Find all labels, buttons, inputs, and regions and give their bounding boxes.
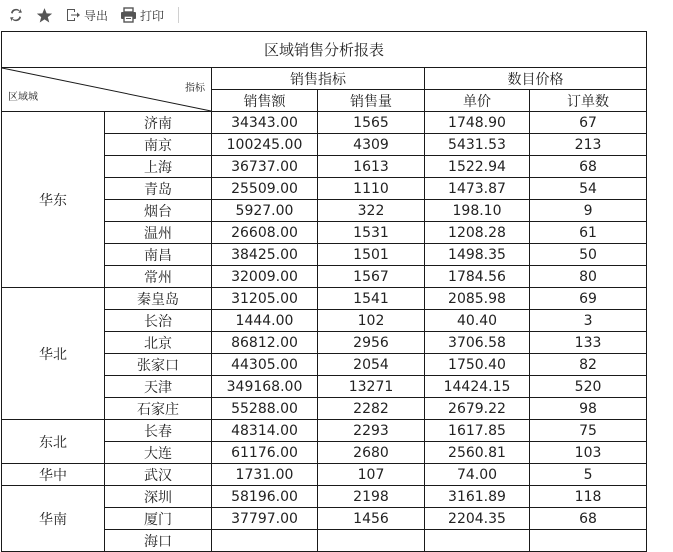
table-row (2, 288, 647, 310)
orders-cell: 98 (530, 398, 647, 420)
price-cell: 2204.35 (425, 508, 530, 530)
group-header-price: 数目价格 (425, 68, 647, 90)
qty-cell: 102 (318, 310, 425, 332)
amount-cell: 86812.00 (212, 332, 318, 354)
orders-cell: 54 (530, 178, 647, 200)
orders-cell: 82 (530, 354, 647, 376)
price-cell: 1473.87 (425, 178, 530, 200)
amount-cell: 36737.00 (212, 156, 318, 178)
table-row (2, 464, 647, 486)
price-cell: 1522.94 (425, 156, 530, 178)
price-cell: 74.00 (425, 464, 530, 486)
price-cell: 198.10 (425, 200, 530, 222)
amount-cell: 5927.00 (212, 200, 318, 222)
orders-cell: 213 (530, 134, 647, 156)
qty-cell: 322 (318, 200, 425, 222)
city-cell: 长春 (105, 420, 212, 442)
group-header-sales: 销售指标 (212, 68, 425, 90)
amount-cell: 55288.00 (212, 398, 318, 420)
amount-cell: 349168.00 (212, 376, 318, 398)
region-cell: 华中 (2, 464, 105, 486)
amount-cell: 1444.00 (212, 310, 318, 332)
price-cell: 2085.98 (425, 288, 530, 310)
qty-cell: 1565 (318, 112, 425, 134)
city-cell: 海口 (105, 530, 212, 552)
table-row (2, 486, 647, 508)
price-cell: 3706.58 (425, 332, 530, 354)
price-cell: 1750.40 (425, 354, 530, 376)
table-row (2, 112, 647, 134)
qty-cell: 2680 (318, 442, 425, 464)
export-icon (65, 7, 81, 23)
qty-cell: 13271 (318, 376, 425, 398)
refresh-button[interactable] (8, 4, 24, 26)
export-button[interactable] (65, 4, 108, 26)
favorite-button[interactable] (36, 4, 53, 26)
amount-cell: 26608.00 (212, 222, 318, 244)
price-cell: 14424.15 (425, 376, 530, 398)
city-cell: 大连 (105, 442, 212, 464)
refresh-icon (8, 7, 24, 23)
city-cell: 常州 (105, 266, 212, 288)
orders-cell: 68 (530, 508, 647, 530)
qty-cell: 4309 (318, 134, 425, 156)
region-cell: 华南 (2, 486, 105, 552)
amount-cell: 48314.00 (212, 420, 318, 442)
star-icon (36, 7, 53, 24)
report-container (1, 31, 647, 552)
amount-cell (212, 530, 318, 552)
price-cell: 1617.85 (425, 420, 530, 442)
city-cell: 石家庄 (105, 398, 212, 420)
orders-cell: 69 (530, 288, 647, 310)
sales-report-table (1, 31, 647, 552)
amount-cell: 61176.00 (212, 442, 318, 464)
price-cell (425, 530, 530, 552)
corner-header (2, 68, 212, 112)
qty-cell: 1456 (318, 508, 425, 530)
qty-cell: 2293 (318, 420, 425, 442)
orders-cell: 67 (530, 112, 647, 134)
city-cell: 烟台 (105, 200, 212, 222)
printer-icon (120, 7, 137, 23)
price-cell: 40.40 (425, 310, 530, 332)
amount-cell: 1731.00 (212, 464, 318, 486)
qty-cell: 2198 (318, 486, 425, 508)
price-cell: 2560.81 (425, 442, 530, 464)
orders-cell (530, 530, 647, 552)
price-cell: 5431.53 (425, 134, 530, 156)
amount-cell: 32009.00 (212, 266, 318, 288)
orders-cell: 9 (530, 200, 647, 222)
city-cell: 北京 (105, 332, 212, 354)
city-cell: 南京 (105, 134, 212, 156)
qty-cell: 1531 (318, 222, 425, 244)
city-cell: 南昌 (105, 244, 212, 266)
orders-cell: 133 (530, 332, 647, 354)
column-header-orders: 订单数 (530, 90, 647, 112)
amount-cell: 58196.00 (212, 486, 318, 508)
city-cell: 天津 (105, 376, 212, 398)
qty-cell: 1501 (318, 244, 425, 266)
orders-cell: 103 (530, 442, 647, 464)
column-header-price: 单价 (425, 90, 530, 112)
city-cell: 张家口 (105, 354, 212, 376)
qty-cell: 1613 (318, 156, 425, 178)
orders-cell: 118 (530, 486, 647, 508)
qty-cell: 2054 (318, 354, 425, 376)
city-cell: 厦门 (105, 508, 212, 530)
city-cell: 深圳 (105, 486, 212, 508)
qty-cell: 107 (318, 464, 425, 486)
price-cell: 1208.28 (425, 222, 530, 244)
qty-cell: 2282 (318, 398, 425, 420)
amount-cell: 37797.00 (212, 508, 318, 530)
orders-cell: 3 (530, 310, 647, 332)
amount-cell: 34343.00 (212, 112, 318, 134)
amount-cell: 100245.00 (212, 134, 318, 156)
city-cell: 温州 (105, 222, 212, 244)
table-row (2, 420, 647, 442)
report-toolbar (0, 0, 673, 30)
city-cell: 青岛 (105, 178, 212, 200)
toolbar-divider (178, 7, 179, 23)
qty-cell: 2956 (318, 332, 425, 354)
orders-cell: 520 (530, 376, 647, 398)
orders-cell: 50 (530, 244, 647, 266)
price-cell: 1498.35 (425, 244, 530, 266)
orders-cell: 75 (530, 420, 647, 442)
region-cell: 华北 (2, 288, 105, 420)
price-cell: 2679.22 (425, 398, 530, 420)
price-cell: 1748.90 (425, 112, 530, 134)
qty-cell: 1110 (318, 178, 425, 200)
city-cell: 济南 (105, 112, 212, 134)
price-cell: 1784.56 (425, 266, 530, 288)
city-cell: 秦皇岛 (105, 288, 212, 310)
amount-cell: 25509.00 (212, 178, 318, 200)
region-cell: 东北 (2, 420, 105, 464)
orders-cell: 5 (530, 464, 647, 486)
export-label: 导出 (84, 8, 109, 23)
amount-cell: 44305.00 (212, 354, 318, 376)
amount-cell: 38425.00 (212, 244, 318, 266)
amount-cell: 31205.00 (212, 288, 318, 310)
column-header-amount: 销售额 (212, 90, 318, 112)
corner-metric-label: 指标 (185, 83, 205, 94)
qty-cell (318, 530, 425, 552)
qty-cell: 1567 (318, 266, 425, 288)
print-label: 打印 (140, 8, 165, 23)
orders-cell: 61 (530, 222, 647, 244)
print-button[interactable] (120, 4, 164, 26)
city-cell: 上海 (105, 156, 212, 178)
price-cell: 3161.89 (425, 486, 530, 508)
orders-cell: 80 (530, 266, 647, 288)
city-cell: 武汉 (105, 464, 212, 486)
city-cell: 长治 (105, 310, 212, 332)
qty-cell: 1541 (318, 288, 425, 310)
orders-cell: 68 (530, 156, 647, 178)
corner-region-label: 区域城 (8, 92, 38, 103)
report-title: 区域销售分析报表 (2, 32, 647, 68)
column-header-qty: 销售量 (318, 90, 425, 112)
region-cell: 华东 (2, 112, 105, 288)
